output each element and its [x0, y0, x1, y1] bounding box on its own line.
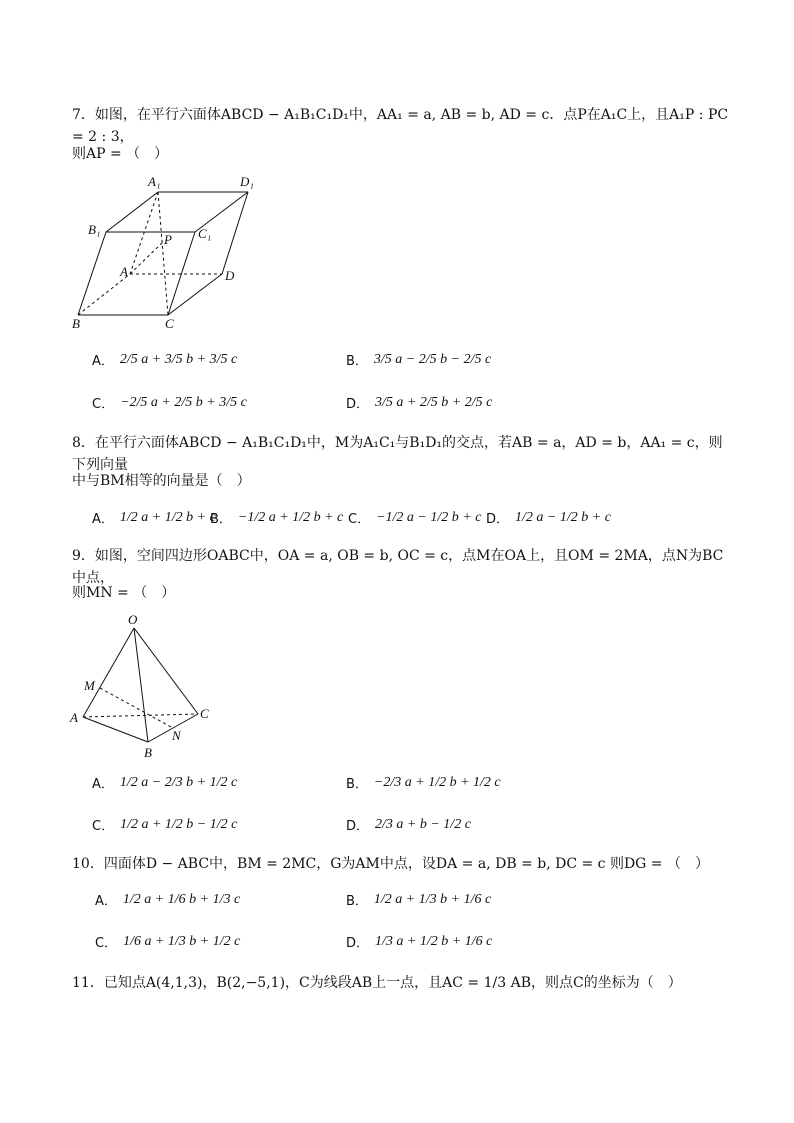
- q8-option-b[interactable]: [210, 508, 343, 527]
- option-label: B．: [346, 777, 368, 792]
- option-text: 1/2 a + 1/2 b − 1/2 c: [120, 816, 238, 832]
- label-a: A: [70, 710, 78, 725]
- question-7-stem: 7．如图，在平行六面体ABCD − A₁B₁C₁D₁中，AA₁ = a, AB = b, AD = c．点P在A₁C上，且A₁P : PC = 2 : 3，: [72, 107, 729, 145]
- q10-option-d[interactable]: [346, 932, 492, 951]
- q10-option-a[interactable]: [95, 890, 240, 909]
- q9-option-a[interactable]: [92, 773, 237, 792]
- label-m: M: [84, 678, 95, 693]
- q8-option-d[interactable]: [486, 508, 611, 527]
- option-text: 1/2 a + 1/6 b + 1/3 c: [122, 891, 241, 907]
- question-7-stem-cont: 则AP = （ ）: [72, 146, 169, 162]
- label-d1: D₁: [240, 174, 254, 189]
- option-text: −1/2 a − 1/2 b + c: [376, 509, 482, 525]
- option-text: 1/2 a + 1/2 b + c: [119, 509, 216, 525]
- question-8-stem: 8．在平行六面体ABCD − A₁B₁C₁D₁中，M为A₁C₁与B₁D₁的交点，若AB = a，AD = b，AA₁ = c，则下列向量: [72, 435, 723, 473]
- option-label: D．: [346, 819, 370, 834]
- tetrahedron-figure: [68, 612, 228, 762]
- option-text: −1/2 a + 1/2 b + c: [237, 509, 344, 525]
- option-text: 1/3 a + 1/2 b + 1/6 c: [375, 933, 493, 949]
- label-a: A: [120, 264, 128, 279]
- label-o: O: [128, 612, 138, 627]
- option-text: 1/2 a − 1/2 b + c: [515, 509, 611, 525]
- option-label: D．: [346, 936, 370, 951]
- option-label: A．: [92, 777, 114, 792]
- option-text: 1/2 a − 2/3 b + 1/2 c: [119, 774, 238, 790]
- q9-option-c[interactable]: [92, 815, 237, 834]
- q7-option-a[interactable]: [92, 350, 237, 369]
- label-b: B: [72, 316, 80, 331]
- option-label: D．: [486, 512, 510, 527]
- option-label: B．: [346, 354, 368, 369]
- option-label: D．: [346, 397, 370, 412]
- q9-option-b[interactable]: [346, 773, 501, 792]
- option-label: C．: [95, 936, 118, 951]
- option-label: C．: [92, 819, 115, 834]
- q10-option-b[interactable]: [346, 890, 491, 909]
- option-label: A．: [92, 354, 114, 369]
- option-label: C．: [92, 397, 115, 412]
- question-9-stem-cont: 则MN = （ ）: [72, 585, 176, 601]
- question-9-stem: 9．如图，空间四边形OABC中，OA = a, OB = b, OC = c，点M在OA上，且OM = 2MA，点N为BC中点，: [72, 548, 724, 586]
- parallelepiped-figure: [70, 172, 254, 332]
- option-label: B．: [346, 894, 368, 909]
- q8-option-c[interactable]: [348, 508, 481, 527]
- label-d: D: [225, 268, 235, 283]
- option-label: C．: [348, 512, 371, 527]
- option-text: 1/2 a + 1/3 b + 1/6 c: [373, 891, 492, 907]
- label-c1: C₁: [198, 226, 212, 241]
- question-8-stem-cont: 中与BM相等的向量是（ ）: [72, 473, 251, 489]
- label-c: C: [200, 706, 209, 721]
- q8-option-a[interactable]: [92, 508, 216, 527]
- label-p: P: [164, 232, 172, 247]
- label-b1: B₁: [88, 222, 101, 237]
- option-text: 1/6 a + 1/3 b + 1/2 c: [123, 933, 241, 949]
- question-11-stem: 11．已知点A(4,1,3)，B(2,−5,1)，C为线段AB上一点，且AC = 1/3 AB，则点C的坐标为（ ）: [72, 975, 682, 991]
- option-text: 2/3 a + b − 1/2 c: [375, 816, 471, 832]
- option-text: 2/5 a + 3/5 b + 3/5 c: [119, 351, 238, 367]
- question-10-stem: 10．四面体D − ABC中，BM = 2MC，G为AM中点，设DA = a, DB = b, DC = c 则DG = （ ）: [72, 856, 709, 872]
- q7-option-d[interactable]: [346, 393, 492, 412]
- q7-option-c[interactable]: [92, 393, 247, 412]
- option-text: 3/5 a + 2/5 b + 2/5 c: [375, 394, 493, 410]
- option-label: A．: [95, 894, 117, 909]
- option-text: −2/5 a + 2/5 b + 3/5 c: [120, 394, 247, 410]
- option-label: B．: [210, 512, 232, 527]
- label-c: C: [165, 316, 174, 331]
- option-label: A．: [92, 512, 114, 527]
- q10-option-c[interactable]: [95, 932, 240, 951]
- q9-option-d[interactable]: [346, 815, 471, 834]
- label-a1: A₁: [148, 174, 161, 189]
- q7-option-b[interactable]: [346, 350, 491, 369]
- label-n: N: [172, 728, 181, 743]
- option-text: 3/5 a − 2/5 b − 2/5 c: [373, 351, 492, 367]
- option-text: −2/3 a + 1/2 b + 1/2 c: [373, 774, 501, 790]
- label-b: B: [144, 745, 152, 760]
